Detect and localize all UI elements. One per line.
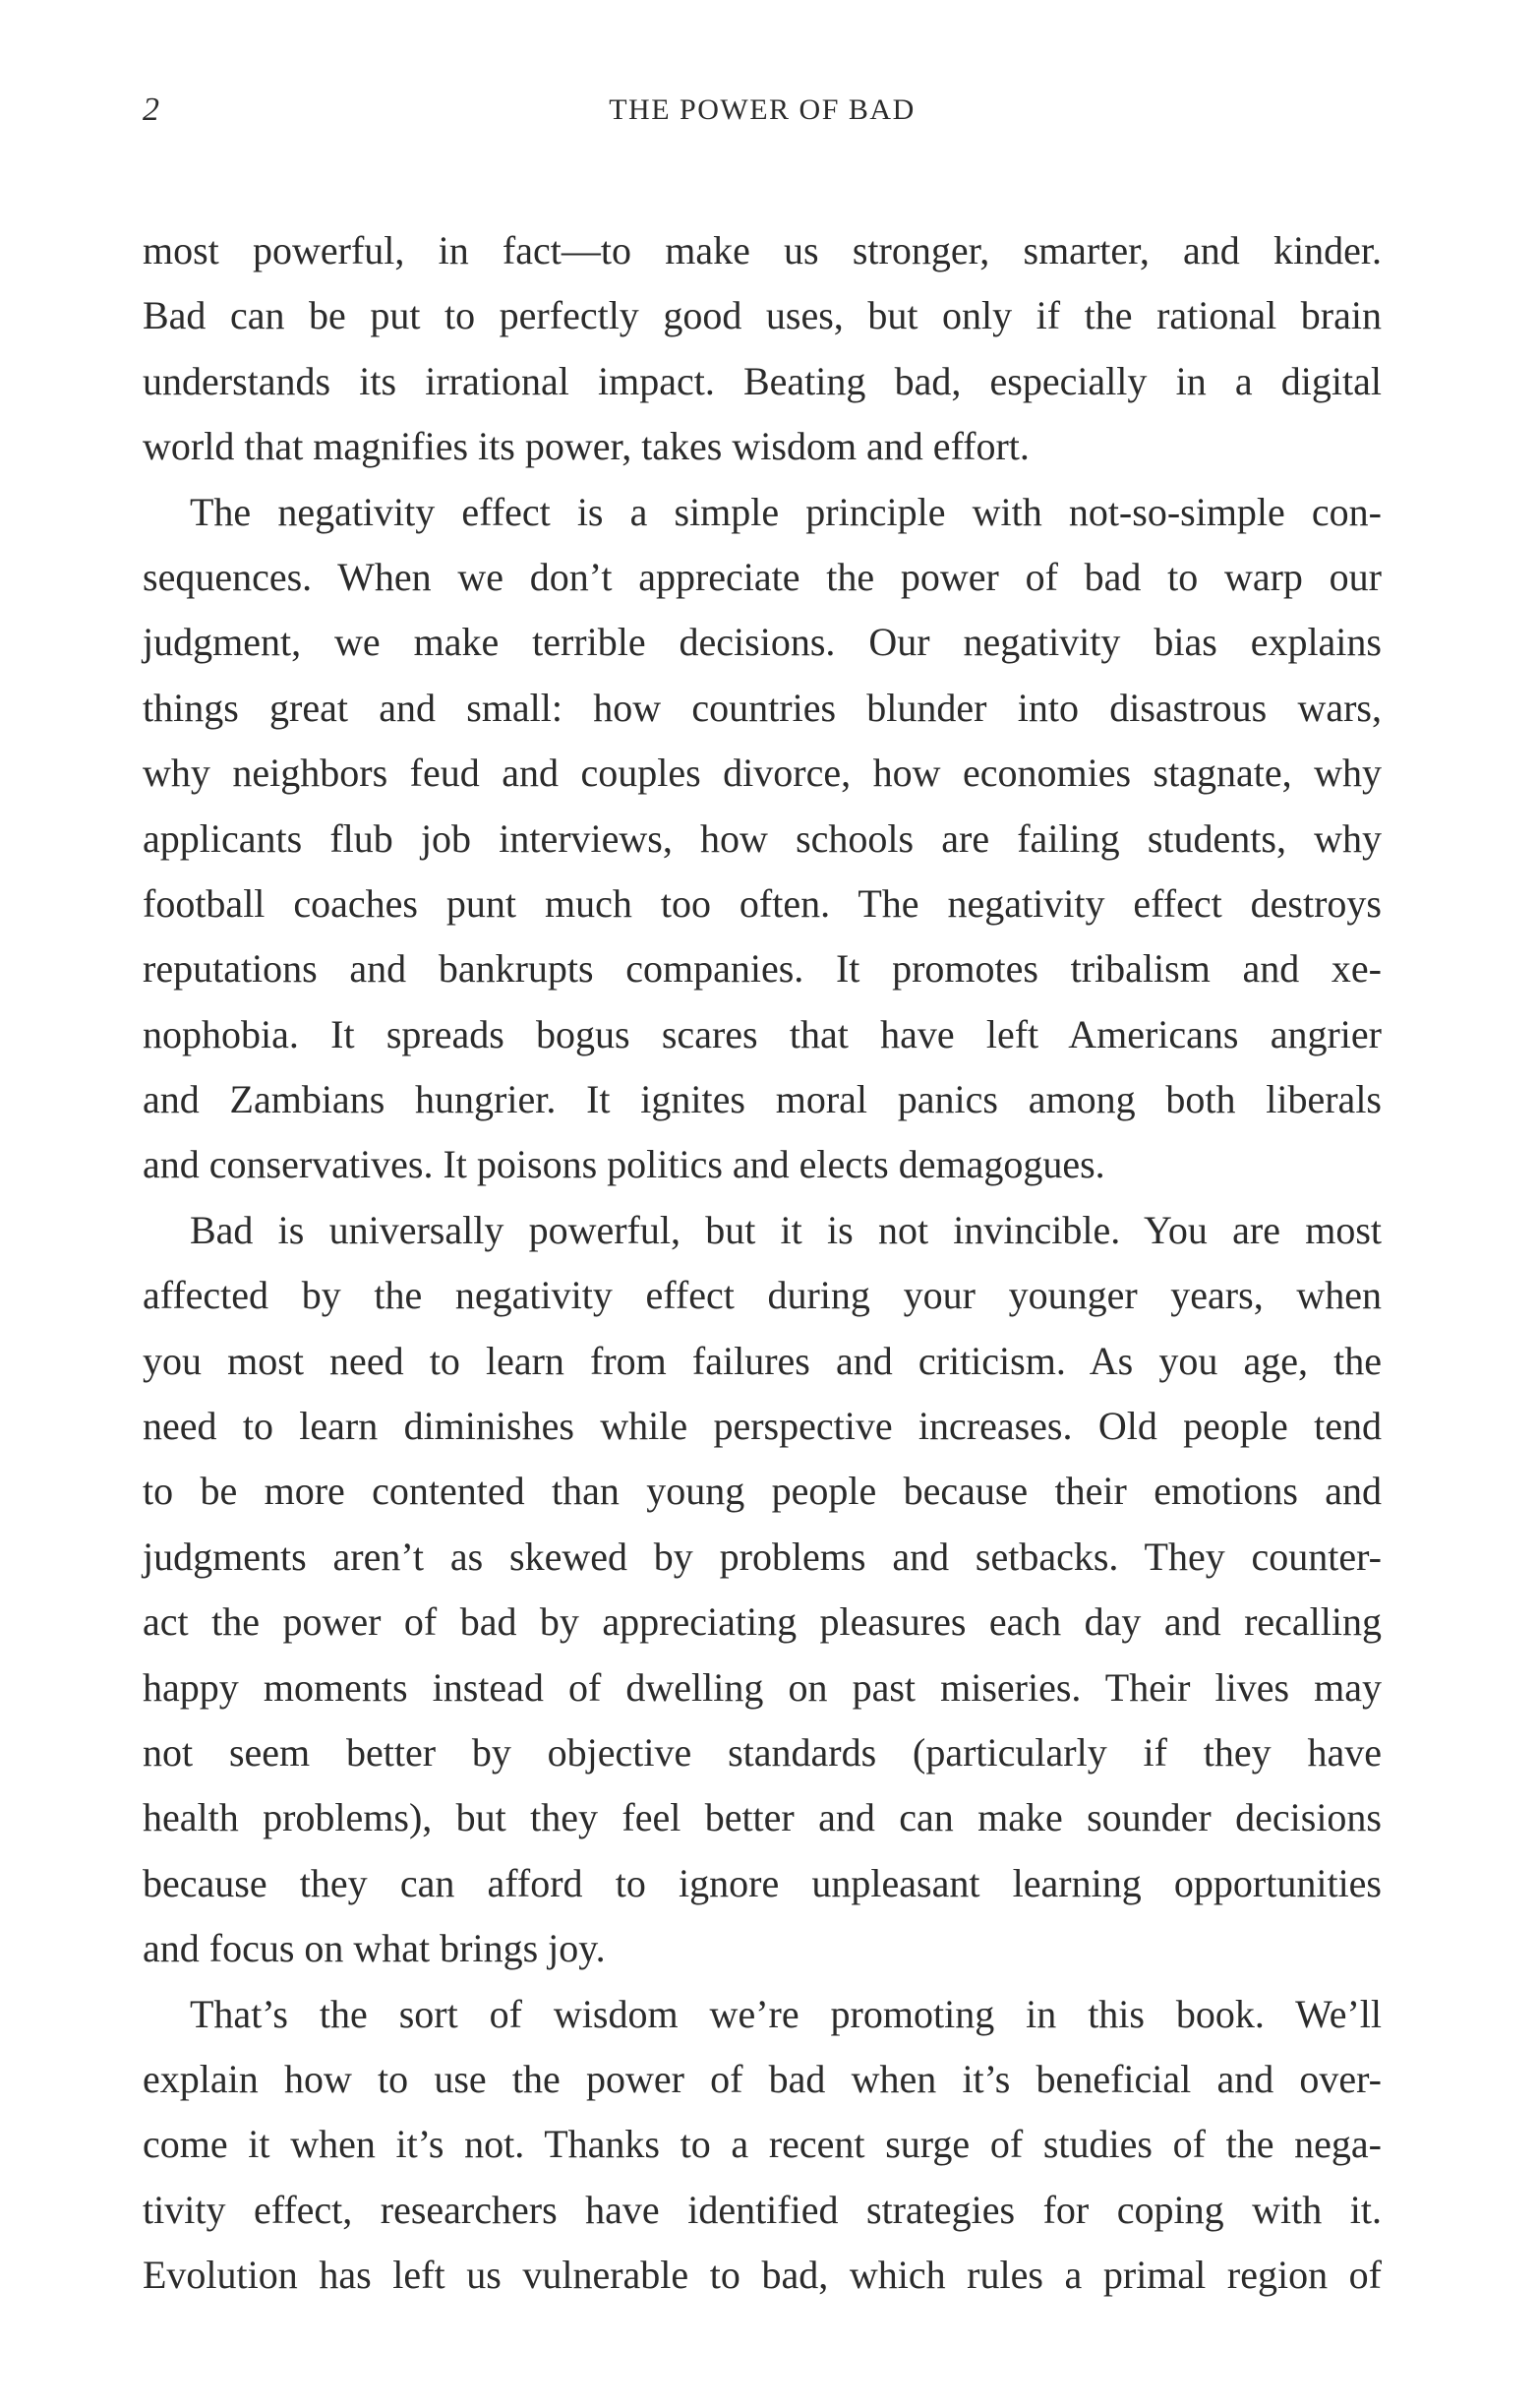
text-line: and focus on what brings joy. bbox=[143, 1926, 606, 1971]
text-line: football coaches punt much too often. The negativity effect destroys bbox=[143, 880, 1382, 926]
text-line: explain how to use the power of bad when it’s beneficial and over- bbox=[143, 2056, 1382, 2101]
text-line: act the power of bad by appreciating pleasures each day and recalling bbox=[143, 1599, 1382, 1645]
paragraph bbox=[143, 218, 1382, 480]
text-line: most powerful, in fact—to make us stronger, smarter, and kinder. bbox=[143, 228, 1382, 272]
text-line: applicants flub job interviews, how schools are failing students, why bbox=[143, 815, 1382, 861]
paragraph bbox=[143, 1982, 1382, 2309]
running-title: THE POWER OF BAD bbox=[609, 93, 916, 126]
text-line: sequences. When we don’t appreciate the power of bad to warp our bbox=[143, 554, 1382, 599]
text-line: things great and small: how countries blunder into disastrous wars, bbox=[143, 685, 1382, 730]
text-line: tivity effect, researchers have identified strategies for coping with it. bbox=[143, 2187, 1382, 2232]
text-line: come it when it’s not. Thanks to a recent surge of studies of the nega- bbox=[143, 2122, 1382, 2167]
text-line: Evolution has left us vulnerable to bad, which rules a primal region of bbox=[143, 2253, 1382, 2298]
text-line: because they can afford to ignore unpleasant learning opportunities bbox=[143, 1860, 1382, 1905]
text-line: Bad can be put to perfectly good uses, but only if the rational brain bbox=[143, 293, 1382, 338]
text-line: health problems), but they feel better and can make sounder decisions bbox=[143, 1795, 1382, 1840]
paragraph bbox=[143, 1198, 1382, 1982]
text-line: affected by the negativity effect during your younger years, when bbox=[143, 1273, 1382, 1318]
text-line: judgment, we make terrible decisions. Our negativity bias explains bbox=[143, 620, 1382, 665]
text-line: happy moments instead of dwelling on past miseries. Their lives may bbox=[143, 1664, 1382, 1710]
running-head bbox=[143, 90, 1382, 130]
text-line: why neighbors feud and couples divorce, how economies stagnate, why bbox=[143, 751, 1382, 796]
text-line: That’s the sort of wisdom we’re promoting in this book. We’ll bbox=[190, 1991, 1382, 2036]
text-line: The negativity effect is a simple principle with not-so-simple con- bbox=[190, 489, 1382, 534]
text-line: world that magnifies its power, takes wisdom and effort. bbox=[143, 424, 1030, 469]
text-line: to be more contented than young people because their emotions and bbox=[143, 1469, 1382, 1514]
text-line: not seem better by objective standards (particularly if they have bbox=[143, 1729, 1382, 1775]
text-line: and conservatives. It poisons politics and elects demagogues. bbox=[143, 1142, 1105, 1187]
body-text bbox=[143, 218, 1382, 2309]
page-number: 2 bbox=[143, 91, 159, 128]
text-line: and Zambians hungrier. It ignites moral panics among both liberals bbox=[143, 1077, 1382, 1122]
text-line: understands its irrational impact. Beating bad, especially in a digital bbox=[143, 358, 1382, 403]
text-line: need to learn diminishes while perspective increases. Old people tend bbox=[143, 1404, 1382, 1449]
text-line: Bad is universally powerful, but it is not invincible. You are most bbox=[190, 1207, 1382, 1252]
text-line: reputations and bankrupts companies. It promotes tribalism and xe- bbox=[143, 946, 1382, 992]
text-line: judgments aren’t as skewed by problems and setbacks. They counter- bbox=[143, 1534, 1382, 1579]
text-line: nophobia. It spreads bogus scares that have left Americans angrier bbox=[143, 1011, 1382, 1056]
paragraph bbox=[143, 480, 1382, 1198]
text-line: you most need to learn from failures and criticism. As you age, the bbox=[143, 1338, 1382, 1383]
